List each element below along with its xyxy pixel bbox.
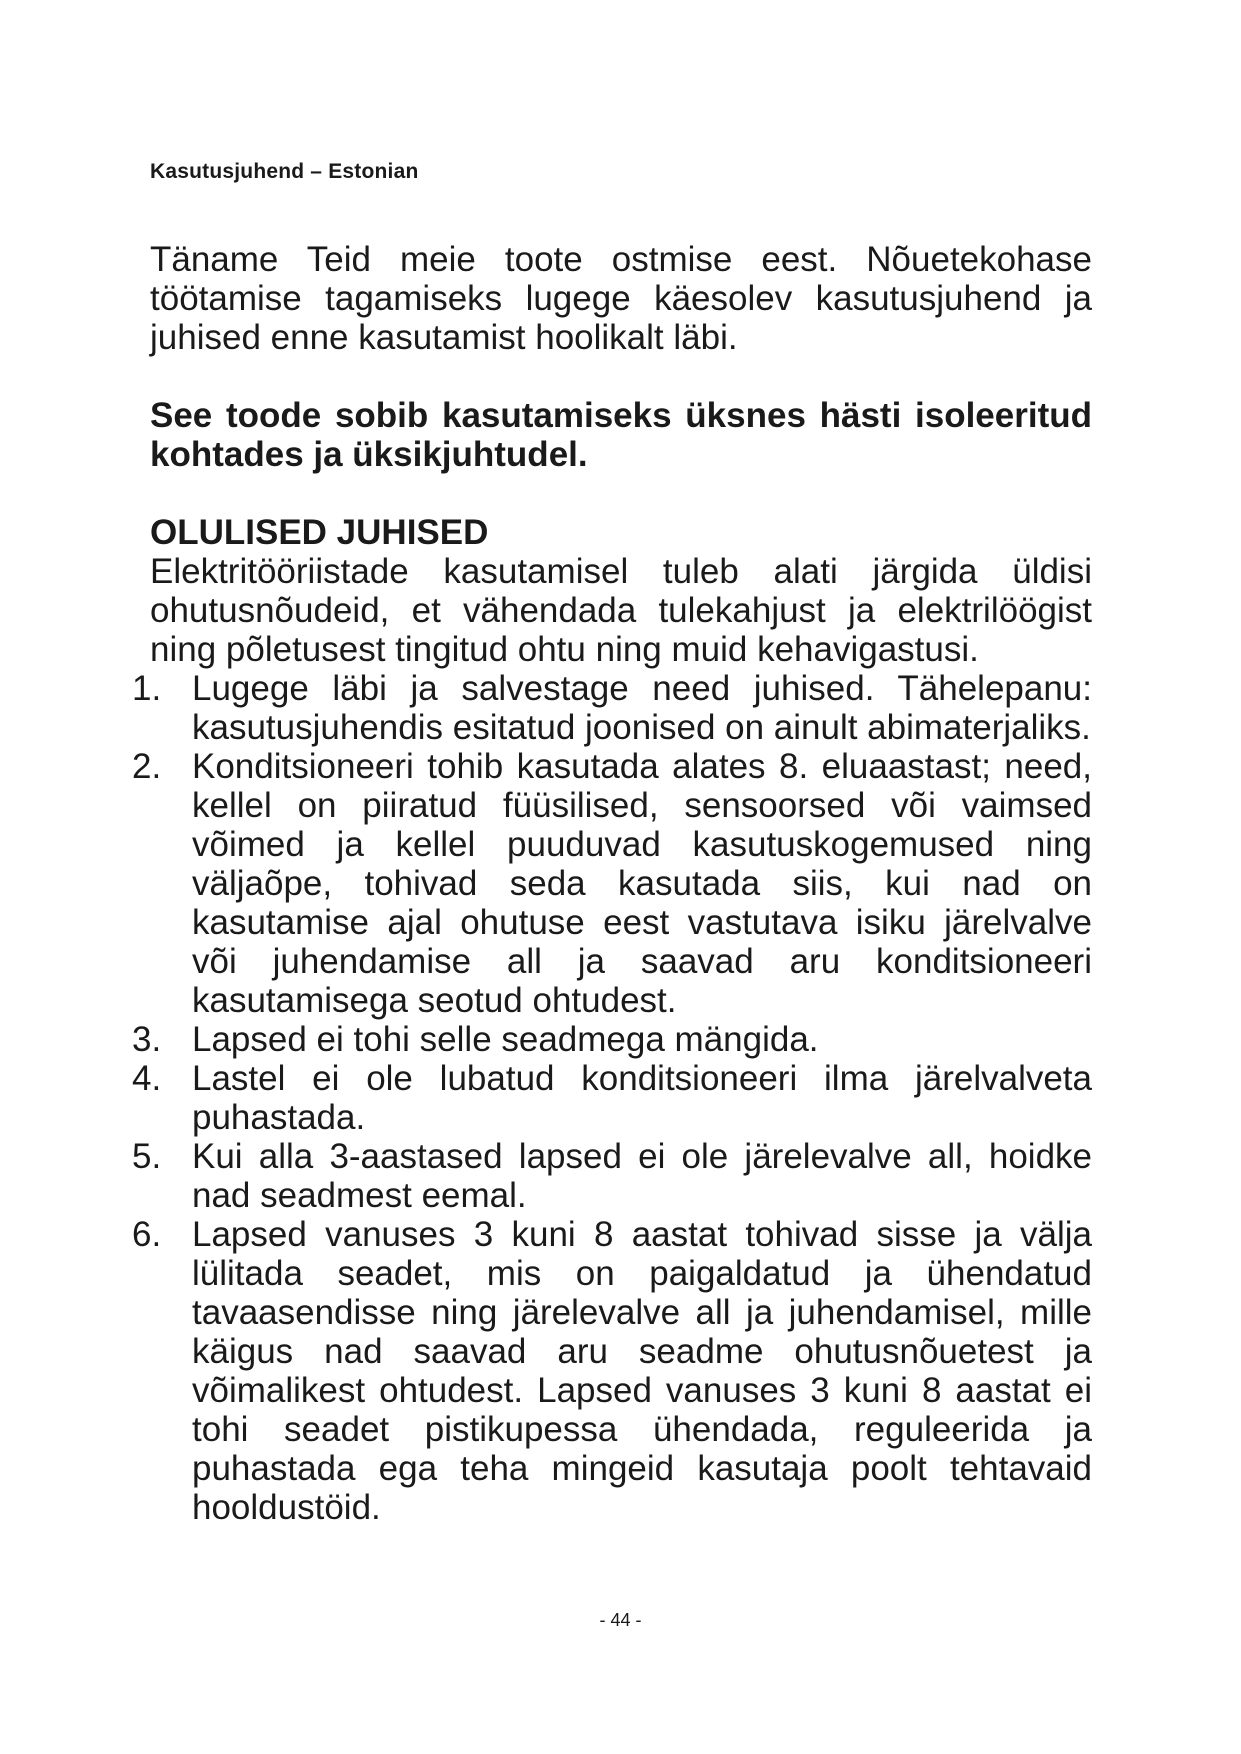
list-item-text: Lastel ei ole lubatud konditsioneeri ilma järelvalveta puhastada.	[192, 1059, 1092, 1137]
list-item-number: 2.	[132, 747, 162, 786]
list-item-text: Lapsed ei tohi selle seadmega mängida.	[192, 1020, 819, 1059]
section-intro: Elektritööriistade kasutamisel tuleb alati järgida üldisi ohutusnõudeid, et vähendada tulekahjust ja elektrilöögist ning põletusest tingitud ohtu ning muid kehavigastusi.	[150, 552, 1092, 669]
list-item	[132, 1020, 1092, 1059]
section-title: OLULISED JUHISED	[150, 513, 489, 552]
list-item-number: 4.	[132, 1059, 162, 1098]
intro-paragraph: Täname Teid meie toote ostmise eest. Nõuetekohase töötamise tagamiseks lugege käesolev kasutusjuhend ja juhised enne kasutamist hoolikalt läbi.	[150, 240, 1092, 357]
list-item	[132, 1137, 1092, 1215]
list-item-number: 6.	[132, 1215, 162, 1254]
list-item-text: Lugege läbi ja salvestage need juhised. Tähelepanu: kasutusjuhendis esitatud joonised on ainult abimaterjaliks.	[192, 669, 1092, 747]
list-item-text: Lapsed vanuses 3 kuni 8 aastat tohivad sisse ja välja lülitada seadet, mis on paigaldatud ja ühendatud tavaasendisse ning järelevalve all ja juhendamisel, mille käigus nad saavad aru seadme ohutusnõuetest ja võimalikest ohtudest. Lapsed vanuses 3 kuni 8 aastat ei tohi seadet pistikupessa ühendada, reguleerida ja puhastada ega teha mingeid kasutaja poolt tehtavaid hooldustöid.	[192, 1215, 1092, 1527]
list-item	[132, 1215, 1092, 1527]
list-item-number: 3.	[132, 1020, 162, 1059]
page-number: - 44 -	[599, 1610, 642, 1630]
list-item	[132, 1059, 1092, 1137]
list-item-text: Konditsioneeri tohib kasutada alates 8. eluaastast; need, kellel on piiratud füüsilised, sensoorsed või vaimsed võimed ja kellel puuduvad kasutuskogemused ning väljaõpe, tohivad seda kasutada siis, kui nad on kasutamise ajal ohutuse eest vastutava isiku järelvalve või juhendamise all ja saavad aru konditsioneeri kasutamisega seotud ohtudest.	[192, 747, 1092, 1020]
usage-notice: See toode sobib kasutamiseks üksnes hästi isoleeritud kohtades ja üksikjuhtudel.	[150, 396, 1092, 474]
page-content	[132, 240, 1092, 1527]
list-item	[132, 747, 1092, 1020]
list-item	[132, 669, 1092, 747]
document-header: Kasutusjuhend – Estonian	[150, 160, 419, 183]
list-item-number: 5.	[132, 1137, 162, 1176]
instruction-list	[132, 669, 1092, 1527]
list-item-text: Kui alla 3-aastased lapsed ei ole järelevalve all, hoidke nad seadmest eemal.	[192, 1137, 1092, 1215]
list-item-number: 1.	[132, 669, 162, 708]
